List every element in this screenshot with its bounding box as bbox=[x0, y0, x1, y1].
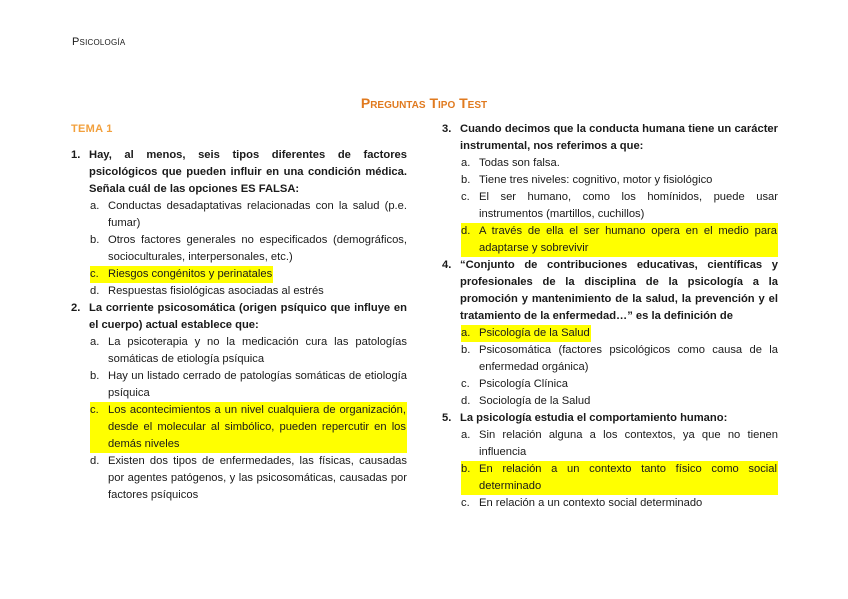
page-title: Preguntas Tipo Test bbox=[360, 95, 488, 111]
section-label: TEMA 1 bbox=[71, 123, 113, 135]
question-stem bbox=[442, 121, 778, 155]
option-letter: c. bbox=[90, 266, 108, 283]
option-c bbox=[442, 189, 778, 223]
question-text: La psicología estudia el comportamiento humano: bbox=[460, 412, 728, 424]
option-text: Tiene tres niveles: cognitivo, motor y fisiológico bbox=[479, 174, 713, 186]
option-letter: c. bbox=[461, 378, 470, 390]
option-text: En relación a un contexto social determinado bbox=[479, 497, 703, 509]
option-a bbox=[442, 427, 778, 461]
question-stem bbox=[71, 147, 407, 198]
option-a bbox=[71, 198, 407, 232]
option-b-highlighted bbox=[442, 461, 778, 495]
option-b bbox=[442, 172, 778, 189]
question-5 bbox=[442, 410, 778, 512]
option-text: Psicología Clínica bbox=[479, 378, 568, 390]
option-a bbox=[442, 155, 778, 172]
option-letter: a. bbox=[461, 325, 479, 342]
question-text: Cuando decimos que la conducta humana tiene un carácter instrumental, nos referimos a que: bbox=[460, 123, 778, 152]
question-number: 5. bbox=[442, 412, 452, 424]
running-header-text: Psicología bbox=[72, 36, 126, 48]
option-c-highlighted bbox=[71, 402, 407, 453]
option-letter: d. bbox=[461, 395, 471, 407]
question-number: 4. bbox=[442, 259, 452, 271]
option-text: El ser humano, como los homínidos, puede usar instrumentos (martillos, cuchillos) bbox=[479, 191, 778, 220]
option-text: Existen dos tipos de enfermedades, las físicas, causadas por agentes patógenos, y las psicosomáticas, causadas por factores psíquicos bbox=[108, 455, 407, 501]
option-text: Otros factores generales no especificados (demográficos, socioculturales, interpersonales, etc.) bbox=[108, 234, 407, 263]
option-letter: d. bbox=[461, 223, 479, 257]
question-number: 3. bbox=[442, 123, 452, 135]
option-text: Sin relación alguna a los contextos, ya que no tienen influencia bbox=[479, 429, 778, 458]
option-letter: a. bbox=[90, 200, 100, 212]
option-text: Psicosomática (factores psicológicos como causa de la enfermedad orgánica) bbox=[479, 344, 778, 373]
option-c bbox=[442, 495, 778, 512]
option-b bbox=[442, 342, 778, 376]
question-number: 2. bbox=[71, 302, 81, 314]
option-b bbox=[71, 232, 407, 266]
option-letter: c. bbox=[90, 402, 108, 453]
question-number: 1. bbox=[71, 149, 81, 161]
question-text: La corriente psicosomática (origen psíquico que influye en el cuerpo) actual establece que: bbox=[89, 302, 407, 331]
option-d-highlighted bbox=[442, 223, 778, 257]
option-d bbox=[442, 393, 778, 410]
running-header bbox=[72, 36, 125, 48]
option-letter: b. bbox=[461, 461, 479, 495]
option-letter: b. bbox=[90, 370, 100, 382]
option-letter: b. bbox=[90, 234, 100, 246]
question-stem bbox=[71, 300, 407, 334]
option-c bbox=[442, 376, 778, 393]
option-letter: d. bbox=[90, 285, 100, 297]
option-letter: c. bbox=[461, 191, 470, 203]
question-stem bbox=[442, 257, 778, 325]
option-letter: b. bbox=[461, 174, 471, 186]
option-d bbox=[71, 283, 407, 300]
option-d bbox=[71, 453, 407, 504]
option-text: A través de ella el ser humano opera en el medio para adaptarse y sobrevivir bbox=[479, 223, 778, 257]
option-text: Conductas desadaptativas relacionadas con la salud (p.e. fumar) bbox=[108, 200, 407, 229]
option-text: Los acontecimientos a un nivel cualquiera de organización, desde el molecular al simbólico, pueden repercutir en los demás niveles bbox=[108, 402, 407, 453]
option-letter: d. bbox=[90, 455, 100, 467]
question-1 bbox=[71, 147, 407, 300]
option-letter: a. bbox=[90, 336, 100, 348]
option-text: Hay un listado cerrado de patologías somáticas de etiología psíquica bbox=[108, 370, 407, 399]
option-text: En relación a un contexto tanto físico como social determinado bbox=[479, 461, 778, 495]
option-text: Sociología de la Salud bbox=[479, 395, 591, 407]
option-c-highlighted bbox=[71, 266, 407, 283]
option-text: Respuestas fisiológicas asociadas al estrés bbox=[108, 285, 324, 297]
option-text: La psicoterapia y no la medicación cura las patologías somáticas de etiología psíquica bbox=[108, 336, 407, 365]
right-column bbox=[442, 121, 778, 512]
option-text: Todas son falsa. bbox=[479, 157, 560, 169]
option-letter: b. bbox=[461, 344, 471, 356]
option-letter: c. bbox=[461, 497, 470, 509]
option-b bbox=[71, 368, 407, 402]
option-text: Riesgos congénitos y perinatales bbox=[108, 266, 273, 283]
question-text: Hay, al menos, seis tipos diferentes de factores psicológicos que pueden influir en una condición médica. Señala cuál de las opciones ES FALSA: bbox=[89, 149, 407, 195]
question-stem bbox=[442, 410, 778, 427]
option-letter: a. bbox=[461, 157, 471, 169]
option-text: Psicología de la Salud bbox=[479, 325, 591, 342]
question-3 bbox=[442, 121, 778, 257]
left-column bbox=[71, 121, 407, 504]
question-text: “Conjunto de contribuciones educativas, científicas y profesionales de la disciplina de la psicología a la promoción y mantenimiento de la salud, la prevención y el tratamiento de la enfermedad…” es la definición de bbox=[460, 259, 778, 322]
option-letter: a. bbox=[461, 429, 471, 441]
question-4 bbox=[442, 257, 778, 410]
option-a bbox=[71, 334, 407, 368]
option-a-highlighted bbox=[442, 325, 778, 342]
question-2 bbox=[71, 300, 407, 504]
